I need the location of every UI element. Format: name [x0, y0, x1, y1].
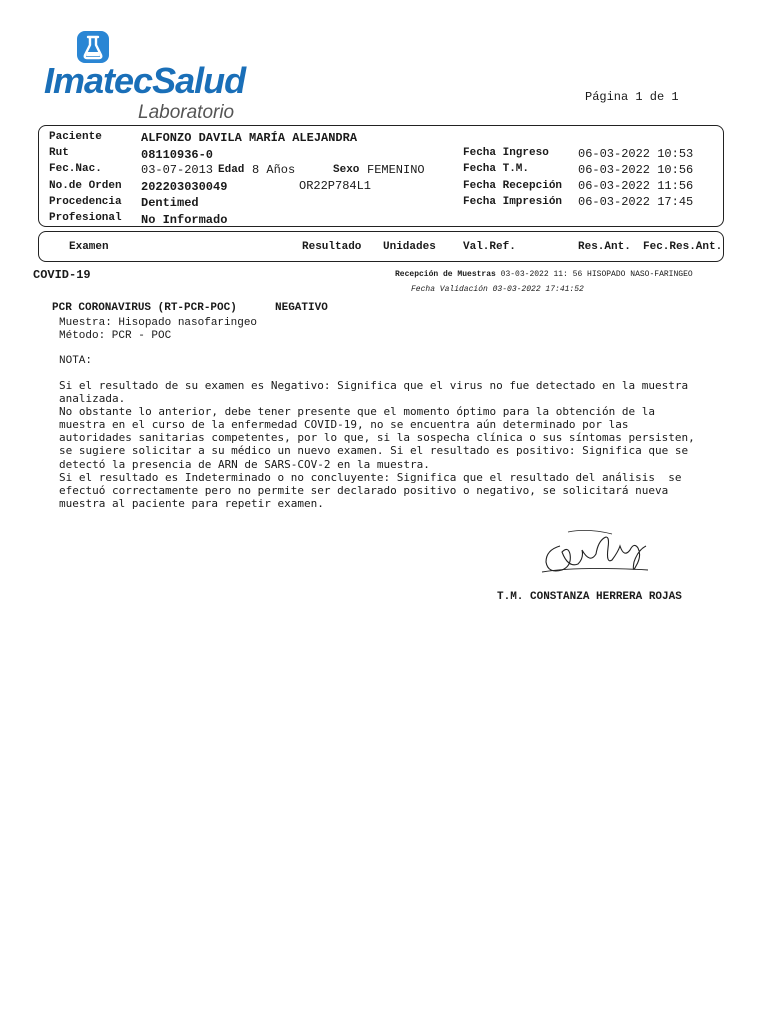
test-result: NEGATIVO — [275, 302, 328, 314]
sexo-label: Sexo — [333, 164, 360, 176]
profesional-label: Profesional — [49, 212, 122, 224]
col-unidades: Unidades — [383, 241, 436, 253]
edad-label: Edad — [218, 164, 245, 176]
lab-flask-icon — [76, 30, 110, 64]
rut-label: Rut — [49, 147, 69, 159]
recepcion-value: 06-03-2022 11:56 — [578, 179, 694, 193]
notes-paragraph: Si el resultado de su examen es Negativo: Significa que el virus no fue detectado en la muestra analizada. No obstante lo anterior, debe tener presente que el momento óptimo para la obtención de la muestra en el curso de la enfermedad COVID-19, no se encuentra aún determinado por las autoridades sanitarias competentes, por lo que, si la sospecha clínica o sus síntomas persisten, se sugiere solicitar a su médico un nuevo examen. Si el resultado es positivo: Significa que se detectó la presencia de ARN de SARS-COV-2 en la muestra. Si el resultado es Indeterminado o no concluyente: Significa que el resultado del análisis se efectuó correctamente pero no permite ser declarado positivo o negativo, se solicitará nueva muestra al paciente para repetir examen. — [59, 379, 695, 510]
fecnac-label: Fec.Nac. — [49, 163, 102, 175]
col-valref: Val.Ref. — [463, 241, 516, 253]
sexo-value: FEMENINO — [367, 163, 425, 177]
recepcion-muestras — [395, 270, 693, 279]
col-resant: Res.Ant. — [578, 241, 631, 253]
signer-name: T.M. CONSTANZA HERRERA ROJAS — [497, 591, 682, 603]
brand-subtitle: Laboratorio — [138, 102, 235, 123]
recepcion-muestras-value: 03-03-2022 11: 56 HISOPADO NASO-FARINGEO — [500, 270, 693, 279]
handwritten-signature — [538, 524, 652, 584]
procedencia-value: Dentimed — [141, 196, 199, 210]
col-fecresant: Fec.Res.Ant. — [643, 241, 723, 253]
orden-code: OR22P784L1 — [299, 179, 372, 193]
nota-label: NOTA: — [59, 355, 93, 367]
orden-value: 202203030049 — [141, 180, 228, 194]
procedencia-label: Procedencia — [49, 196, 122, 208]
impresion-value: 06-03-2022 17:45 — [578, 195, 694, 209]
col-examen: Examen — [69, 241, 109, 253]
profesional-value: No Informado — [141, 213, 228, 227]
tm-value: 06-03-2022 10:56 — [578, 163, 694, 177]
impresion-label: Fecha Impresión — [463, 196, 563, 208]
paciente-label: Paciente — [49, 131, 102, 143]
fecha-validacion: Fecha Validación 03-03-2022 17:41:52 — [411, 285, 584, 294]
test-muestra: Muestra: Hisopado nasofaringeo — [59, 317, 258, 329]
col-resultado: Resultado — [302, 241, 362, 253]
recepcion-label: Fecha Recepción — [463, 180, 563, 192]
brand-logo: ImatecSalud — [44, 60, 246, 101]
paciente-value: ALFONZO DAVILA MARÍA ALEJANDRA — [141, 131, 358, 145]
orden-label: No.de Orden — [49, 180, 122, 192]
edad-value: 8 Años — [252, 163, 296, 177]
page-indicator: Página 1 de 1 — [585, 90, 679, 104]
ingreso-label: Fecha Ingreso — [463, 147, 549, 159]
tm-label: Fecha T.M. — [463, 163, 530, 175]
section-title: COVID-19 — [33, 268, 91, 282]
recepcion-muestras-label: Recepción de Muestras — [395, 270, 496, 279]
ingreso-value: 06-03-2022 10:53 — [578, 147, 694, 161]
fecnac-value: 03-07-2013 — [141, 163, 214, 177]
test-name: PCR CORONAVIRUS (RT-PCR-POC) — [52, 302, 237, 314]
test-metodo: Método: PCR - POC — [59, 330, 172, 342]
rut-value: 08110936-0 — [141, 148, 214, 162]
